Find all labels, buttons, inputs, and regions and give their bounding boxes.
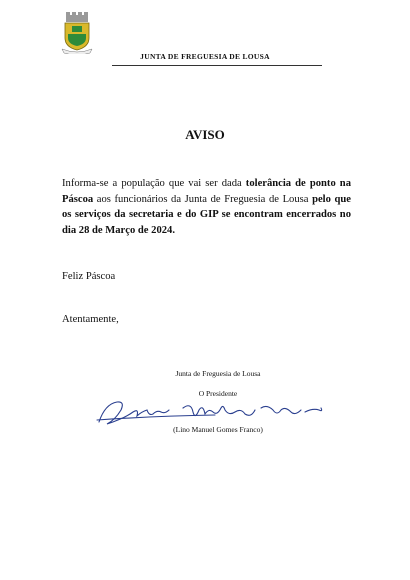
- header-divider: [112, 65, 322, 66]
- header-title: JUNTA DE FREGUESIA DE LOUSA: [140, 52, 270, 61]
- signature-organization: Junta de Freguesia de Lousa: [175, 369, 261, 378]
- body-text-part: aos funcionários da Junta de Freguesia de Lousa: [93, 193, 313, 205]
- notice-body: [62, 176, 351, 238]
- municipal-crest-icon: [60, 12, 94, 54]
- notice-heading: AVISO: [185, 127, 225, 142]
- signatory-name: (Lino Manuel Gomes Franco): [173, 425, 263, 434]
- body-text-part: Informa-se a população que vai ser dada: [62, 178, 246, 189]
- signature-role: O Presidente: [198, 389, 238, 398]
- greeting-text: Feliz Páscoa: [62, 271, 116, 282]
- body-text-bold: tolerância de ponto na Páscoa: [62, 178, 351, 205]
- body-text-bold: pelo que os serviços da secretaria e do GIP se encontram encerrados no dia 28 de Março de 2024.: [62, 193, 351, 236]
- closing-text: Atentamente,: [62, 314, 119, 325]
